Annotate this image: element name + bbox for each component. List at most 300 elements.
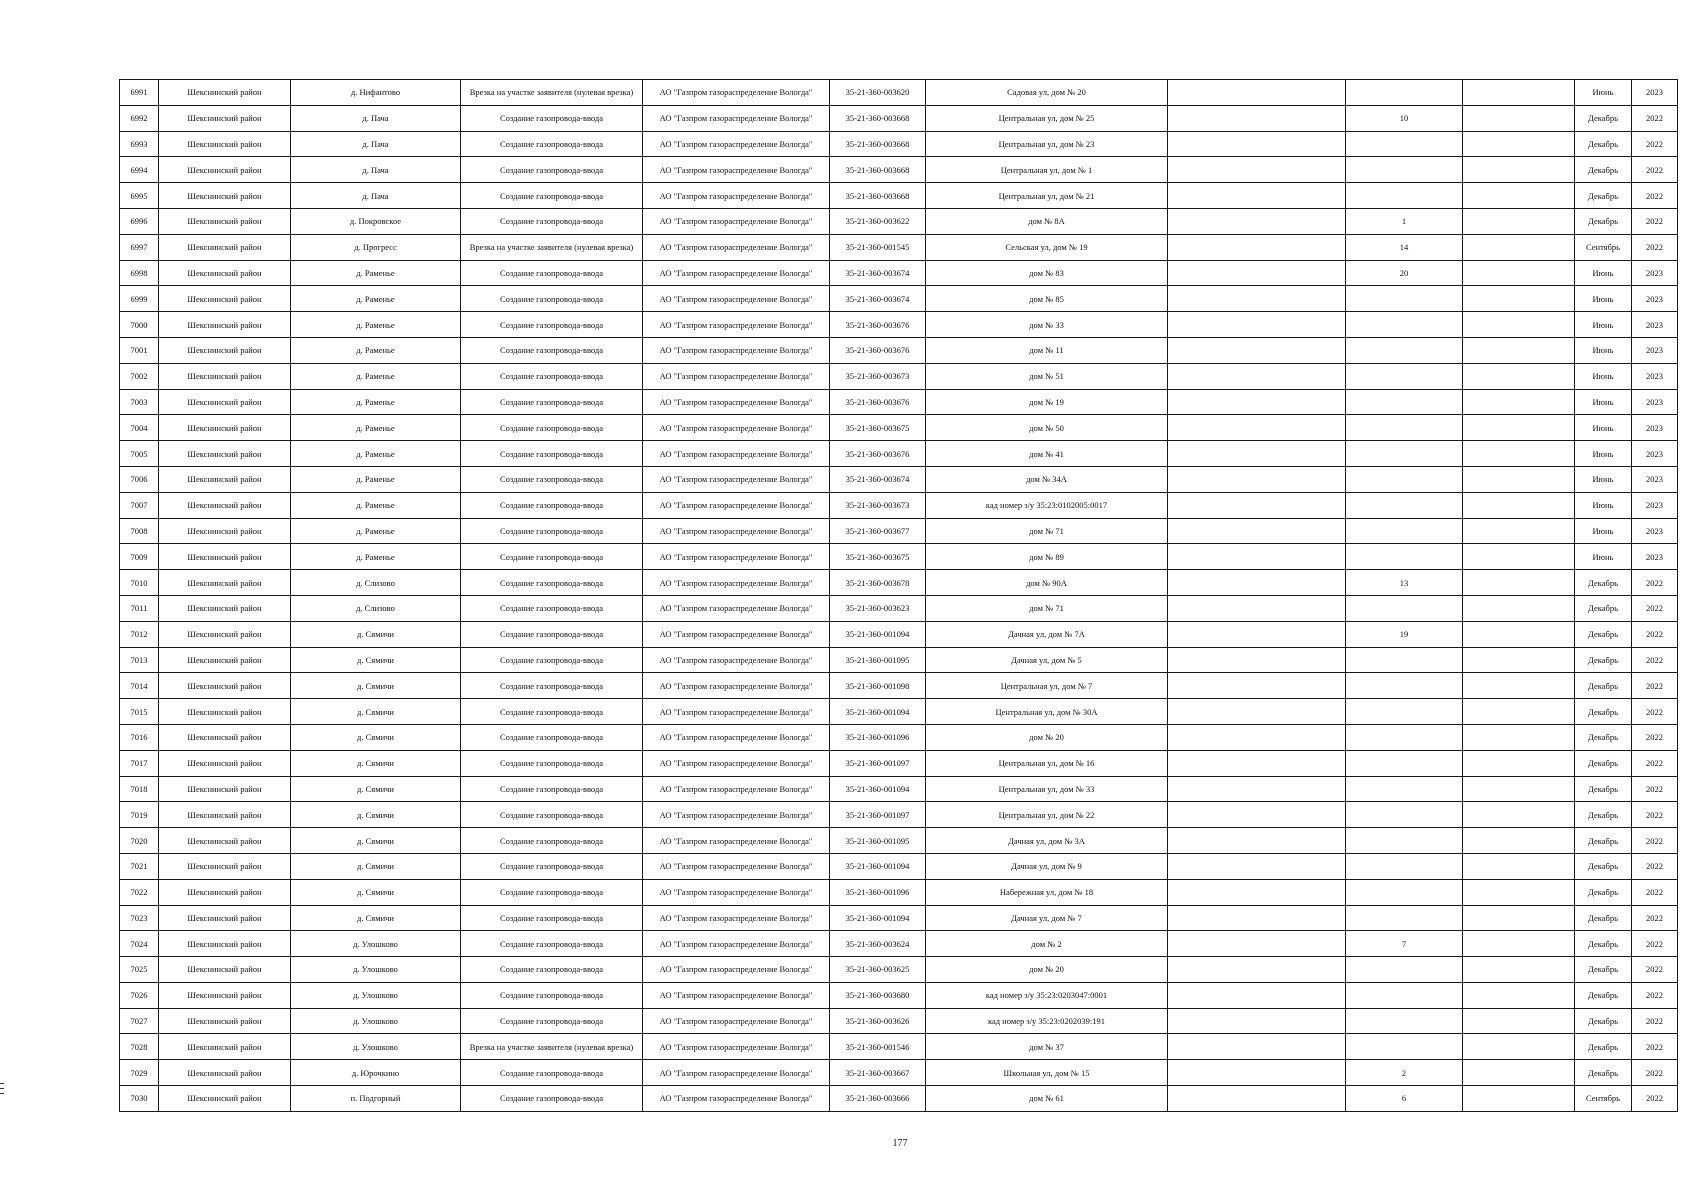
application-code-cell: 35-21-360-001094	[830, 699, 926, 725]
organization-cell: АО "Газпром газораспределение Вологда"	[643, 621, 830, 647]
district-cell: Шекснинский район	[159, 673, 291, 699]
table-row	[120, 570, 1678, 596]
table-row	[120, 802, 1678, 828]
year-cell: 2022	[1632, 621, 1678, 647]
locality-cell: д. Пача	[291, 157, 461, 183]
address-cell: Школьная ул, дом № 15	[926, 1060, 1168, 1086]
empty-cell	[1463, 595, 1575, 621]
empty-cell	[1168, 931, 1346, 957]
year-cell: 2022	[1632, 828, 1678, 854]
application-code-cell: 35-21-360-001545	[830, 234, 926, 260]
count-cell	[1346, 905, 1463, 931]
work-type-cell: Создание газопровода-ввода	[461, 492, 643, 518]
count-cell	[1346, 337, 1463, 363]
empty-cell	[1168, 544, 1346, 570]
empty-cell	[1463, 208, 1575, 234]
year-cell: 2022	[1632, 673, 1678, 699]
work-type-cell: Создание газопровода-ввода	[461, 828, 643, 854]
empty-cell	[1168, 905, 1346, 931]
organization-cell: АО "Газпром газораспределение Вологда"	[643, 1034, 830, 1060]
organization-cell: АО "Газпром газораспределение Вологда"	[643, 647, 830, 673]
organization-cell: АО "Газпром газораспределение Вологда"	[643, 80, 830, 106]
locality-cell: д. Слизово	[291, 570, 461, 596]
locality-cell: д. Сямичи	[291, 802, 461, 828]
address-cell: дом № 19	[926, 389, 1168, 415]
empty-cell	[1168, 337, 1346, 363]
year-cell: 2022	[1632, 570, 1678, 596]
address-cell: дом № 34А	[926, 466, 1168, 492]
locality-cell: д. Раменье	[291, 312, 461, 338]
district-cell: Шекснинский район	[159, 518, 291, 544]
work-type-cell: Создание газопровода-ввода	[461, 131, 643, 157]
count-cell	[1346, 647, 1463, 673]
table-row	[120, 441, 1678, 467]
row-number: 7004	[120, 415, 159, 441]
table-row	[120, 389, 1678, 415]
address-cell: Набережная ул, дом № 18	[926, 879, 1168, 905]
address-cell: Дачная ул, дом № 7А	[926, 621, 1168, 647]
empty-cell	[1463, 802, 1575, 828]
empty-cell	[1168, 982, 1346, 1008]
table-row	[120, 1034, 1678, 1060]
locality-cell: д. Сямичи	[291, 853, 461, 879]
work-type-cell: Создание газопровода-ввода	[461, 621, 643, 647]
application-code-cell: 35-21-360-001095	[830, 647, 926, 673]
row-number: 7029	[120, 1060, 159, 1086]
empty-cell	[1463, 492, 1575, 518]
district-cell: Шекснинский район	[159, 80, 291, 106]
work-type-cell: Создание газопровода-ввода	[461, 1008, 643, 1034]
address-cell: Центральная ул, дом № 1	[926, 157, 1168, 183]
empty-cell	[1463, 518, 1575, 544]
empty-cell	[1168, 389, 1346, 415]
table-row	[120, 234, 1678, 260]
row-number: 7001	[120, 337, 159, 363]
organization-cell: АО "Газпром газораспределение Вологда"	[643, 260, 830, 286]
month-cell: Декабрь	[1575, 776, 1632, 802]
organization-cell: АО "Газпром газораспределение Вологда"	[643, 931, 830, 957]
empty-cell	[1168, 1008, 1346, 1034]
application-code-cell: 35-21-360-003678	[830, 570, 926, 596]
table-row	[120, 673, 1678, 699]
count-cell	[1346, 724, 1463, 750]
locality-cell: д. Сямичи	[291, 647, 461, 673]
month-cell: Декабрь	[1575, 905, 1632, 931]
address-cell: Садовая ул, дом № 20	[926, 80, 1168, 106]
district-cell: Шекснинский район	[159, 389, 291, 415]
table-row	[120, 363, 1678, 389]
locality-cell: д. Юрочкино	[291, 1060, 461, 1086]
table-row	[120, 105, 1678, 131]
address-cell: Центральная ул, дом № 16	[926, 750, 1168, 776]
address-cell: Дачная ул, дом № 9	[926, 853, 1168, 879]
work-type-cell: Врезка на участке заявителя (нулевая врезка)	[461, 1034, 643, 1060]
district-cell: Шекснинский район	[159, 828, 291, 854]
district-cell: Шекснинский район	[159, 1060, 291, 1086]
district-cell: Шекснинский район	[159, 234, 291, 260]
count-cell	[1346, 853, 1463, 879]
work-type-cell: Создание газопровода-ввода	[461, 802, 643, 828]
row-number: 6998	[120, 260, 159, 286]
table-row	[120, 260, 1678, 286]
year-cell: 2022	[1632, 208, 1678, 234]
month-cell: Декабрь	[1575, 724, 1632, 750]
month-cell: Декабрь	[1575, 673, 1632, 699]
application-code-cell: 35-21-360-003668	[830, 131, 926, 157]
address-cell: кад номер з/у 35:23:0203047:0001	[926, 982, 1168, 1008]
count-cell	[1346, 157, 1463, 183]
year-cell: 2022	[1632, 595, 1678, 621]
row-number: 7030	[120, 1086, 159, 1112]
address-cell: дом № 33	[926, 312, 1168, 338]
locality-cell: д. Раменье	[291, 337, 461, 363]
year-cell: 2022	[1632, 234, 1678, 260]
application-code-cell: 35-21-360-003677	[830, 518, 926, 544]
year-cell: 2023	[1632, 337, 1678, 363]
table-row	[120, 621, 1678, 647]
month-cell: Декабрь	[1575, 595, 1632, 621]
year-cell: 2023	[1632, 312, 1678, 338]
row-number: 7019	[120, 802, 159, 828]
year-cell: 2023	[1632, 363, 1678, 389]
application-code-cell: 35-21-360-001094	[830, 621, 926, 647]
locality-cell: д. Улошково	[291, 1008, 461, 1034]
table-row	[120, 131, 1678, 157]
application-code-cell: 35-21-360-001097	[830, 750, 926, 776]
row-number: 7020	[120, 828, 159, 854]
year-cell: 2022	[1632, 905, 1678, 931]
application-code-cell: 35-21-360-003680	[830, 982, 926, 1008]
district-cell: Шекснинский район	[159, 931, 291, 957]
count-cell	[1346, 544, 1463, 570]
empty-cell	[1168, 853, 1346, 879]
empty-cell	[1463, 80, 1575, 106]
table-row	[120, 957, 1678, 983]
district-cell: Шекснинский район	[159, 105, 291, 131]
empty-cell	[1463, 363, 1575, 389]
organization-cell: АО "Газпром газораспределение Вологда"	[643, 466, 830, 492]
address-cell: дом № 90А	[926, 570, 1168, 596]
work-type-cell: Создание газопровода-ввода	[461, 105, 643, 131]
row-number: 6995	[120, 183, 159, 209]
count-cell: 14	[1346, 234, 1463, 260]
district-cell: Шекснинский район	[159, 647, 291, 673]
address-cell: дом № 20	[926, 957, 1168, 983]
row-number: 7005	[120, 441, 159, 467]
month-cell: Декабрь	[1575, 982, 1632, 1008]
table-row	[120, 157, 1678, 183]
application-code-cell: 35-21-360-003623	[830, 595, 926, 621]
count-cell	[1346, 1034, 1463, 1060]
application-code-cell: 35-21-360-001096	[830, 879, 926, 905]
empty-cell	[1463, 699, 1575, 725]
district-cell: Шекснинский район	[159, 724, 291, 750]
month-cell: Декабрь	[1575, 208, 1632, 234]
work-type-cell: Создание газопровода-ввода	[461, 518, 643, 544]
count-cell	[1346, 183, 1463, 209]
month-cell: Декабрь	[1575, 647, 1632, 673]
application-code-cell: 35-21-360-003667	[830, 1060, 926, 1086]
year-cell: 2023	[1632, 80, 1678, 106]
work-type-cell: Создание газопровода-ввода	[461, 595, 643, 621]
organization-cell: АО "Газпром газораспределение Вологда"	[643, 853, 830, 879]
empty-cell	[1463, 828, 1575, 854]
row-number: 7028	[120, 1034, 159, 1060]
empty-cell	[1463, 312, 1575, 338]
application-code-cell: 35-21-360-003626	[830, 1008, 926, 1034]
year-cell: 2022	[1632, 957, 1678, 983]
year-cell: 2022	[1632, 105, 1678, 131]
month-cell: Декабрь	[1575, 802, 1632, 828]
organization-cell: АО "Газпром газораспределение Вологда"	[643, 105, 830, 131]
year-cell: 2023	[1632, 544, 1678, 570]
empty-cell	[1463, 879, 1575, 905]
count-cell	[1346, 286, 1463, 312]
work-type-cell: Создание газопровода-ввода	[461, 441, 643, 467]
month-cell: Декабрь	[1575, 931, 1632, 957]
month-cell: Декабрь	[1575, 828, 1632, 854]
count-cell	[1346, 363, 1463, 389]
organization-cell: АО "Газпром газораспределение Вологда"	[643, 441, 830, 467]
table-row	[120, 183, 1678, 209]
year-cell: 2022	[1632, 802, 1678, 828]
organization-cell: АО "Газпром газораспределение Вологда"	[643, 776, 830, 802]
table-row	[120, 776, 1678, 802]
count-cell: 7	[1346, 931, 1463, 957]
empty-cell	[1168, 260, 1346, 286]
district-cell: Шекснинский район	[159, 131, 291, 157]
empty-cell	[1168, 750, 1346, 776]
year-cell: 2023	[1632, 518, 1678, 544]
locality-cell: д. Сямичи	[291, 621, 461, 647]
month-cell: Декабрь	[1575, 750, 1632, 776]
month-cell: Декабрь	[1575, 853, 1632, 879]
empty-cell	[1168, 647, 1346, 673]
application-code-cell: 35-21-360-001094	[830, 853, 926, 879]
year-cell: 2023	[1632, 389, 1678, 415]
row-number: 6991	[120, 80, 159, 106]
empty-cell	[1168, 621, 1346, 647]
district-cell: Шекснинский район	[159, 776, 291, 802]
row-number: 7009	[120, 544, 159, 570]
organization-cell: АО "Газпром газораспределение Вологда"	[643, 828, 830, 854]
address-cell: Центральная ул, дом № 22	[926, 802, 1168, 828]
address-cell: кад номер з/у 35:23:0202039:191	[926, 1008, 1168, 1034]
table-row	[120, 931, 1678, 957]
month-cell: Сентябрь	[1575, 234, 1632, 260]
work-type-cell: Создание газопровода-ввода	[461, 647, 643, 673]
year-cell: 2022	[1632, 131, 1678, 157]
locality-cell: д. Улошково	[291, 982, 461, 1008]
work-type-cell: Создание газопровода-ввода	[461, 157, 643, 183]
row-number: 6996	[120, 208, 159, 234]
empty-cell	[1463, 724, 1575, 750]
empty-cell	[1168, 363, 1346, 389]
work-type-cell: Создание газопровода-ввода	[461, 260, 643, 286]
count-cell	[1346, 415, 1463, 441]
empty-cell	[1463, 931, 1575, 957]
scan-edge-marks	[0, 1083, 4, 1098]
empty-cell	[1463, 389, 1575, 415]
application-code-cell: 35-21-360-001546	[830, 1034, 926, 1060]
locality-cell: д. Слизово	[291, 595, 461, 621]
row-number: 7003	[120, 389, 159, 415]
address-cell: дом № 51	[926, 363, 1168, 389]
work-type-cell: Создание газопровода-ввода	[461, 183, 643, 209]
empty-cell	[1463, 853, 1575, 879]
row-number: 7013	[120, 647, 159, 673]
year-cell: 2022	[1632, 1060, 1678, 1086]
empty-cell	[1168, 105, 1346, 131]
locality-cell: д. Пача	[291, 105, 461, 131]
count-cell	[1346, 441, 1463, 467]
empty-cell	[1168, 234, 1346, 260]
table-row	[120, 647, 1678, 673]
row-number: 6993	[120, 131, 159, 157]
address-cell: дом № 37	[926, 1034, 1168, 1060]
count-cell	[1346, 389, 1463, 415]
application-code-cell: 35-21-360-003676	[830, 389, 926, 415]
count-cell: 10	[1346, 105, 1463, 131]
month-cell: Июнь	[1575, 363, 1632, 389]
row-number: 7008	[120, 518, 159, 544]
locality-cell: д. Раменье	[291, 466, 461, 492]
empty-cell	[1168, 776, 1346, 802]
work-type-cell: Создание газопровода-ввода	[461, 776, 643, 802]
year-cell: 2022	[1632, 1008, 1678, 1034]
month-cell: Июнь	[1575, 544, 1632, 570]
locality-cell: д. Прогресс	[291, 234, 461, 260]
district-cell: Шекснинский район	[159, 286, 291, 312]
count-cell	[1346, 131, 1463, 157]
year-cell: 2022	[1632, 724, 1678, 750]
district-cell: Шекснинский район	[159, 466, 291, 492]
organization-cell: АО "Газпром газораспределение Вологда"	[643, 337, 830, 363]
address-cell: дом № 2	[926, 931, 1168, 957]
row-number: 7018	[120, 776, 159, 802]
address-cell: Центральная ул, дом № 23	[926, 131, 1168, 157]
month-cell: Сентябрь	[1575, 1086, 1632, 1112]
address-cell: дом № 71	[926, 595, 1168, 621]
year-cell: 2022	[1632, 776, 1678, 802]
work-type-cell: Создание газопровода-ввода	[461, 286, 643, 312]
organization-cell: АО "Газпром газораспределение Вологда"	[643, 957, 830, 983]
locality-cell: д. Сямичи	[291, 879, 461, 905]
empty-cell	[1168, 699, 1346, 725]
row-number: 7011	[120, 595, 159, 621]
table-row	[120, 312, 1678, 338]
empty-cell	[1168, 286, 1346, 312]
count-cell: 1	[1346, 208, 1463, 234]
work-type-cell: Создание газопровода-ввода	[461, 208, 643, 234]
organization-cell: АО "Газпром газораспределение Вологда"	[643, 208, 830, 234]
row-number: 7000	[120, 312, 159, 338]
count-cell	[1346, 1008, 1463, 1034]
count-cell: 2	[1346, 1060, 1463, 1086]
empty-cell	[1168, 492, 1346, 518]
district-cell: Шекснинский район	[159, 699, 291, 725]
work-type-cell: Создание газопровода-ввода	[461, 673, 643, 699]
empty-cell	[1168, 312, 1346, 338]
application-code-cell: 35-21-360-001095	[830, 828, 926, 854]
locality-cell: д. Сямичи	[291, 699, 461, 725]
empty-cell	[1463, 1060, 1575, 1086]
empty-cell	[1168, 673, 1346, 699]
count-cell	[1346, 802, 1463, 828]
month-cell: Декабрь	[1575, 1034, 1632, 1060]
locality-cell: д. Улошково	[291, 931, 461, 957]
empty-cell	[1463, 466, 1575, 492]
application-code-cell: 35-21-360-003673	[830, 363, 926, 389]
count-cell	[1346, 828, 1463, 854]
row-number: 6999	[120, 286, 159, 312]
district-cell: Шекснинский район	[159, 208, 291, 234]
row-number: 7025	[120, 957, 159, 983]
organization-cell: АО "Газпром газораспределение Вологда"	[643, 905, 830, 931]
application-code-cell: 35-21-360-003674	[830, 466, 926, 492]
table-row	[120, 595, 1678, 621]
table-row	[120, 905, 1678, 931]
row-number: 7014	[120, 673, 159, 699]
organization-cell: АО "Газпром газораспределение Вологда"	[643, 1086, 830, 1112]
address-cell: Центральная ул, дом № 33	[926, 776, 1168, 802]
month-cell: Декабрь	[1575, 1060, 1632, 1086]
year-cell: 2022	[1632, 750, 1678, 776]
table-row	[120, 286, 1678, 312]
locality-cell: д. Покровское	[291, 208, 461, 234]
row-number: 7026	[120, 982, 159, 1008]
organization-cell: АО "Газпром газораспределение Вологда"	[643, 286, 830, 312]
table-row	[120, 518, 1678, 544]
month-cell: Июнь	[1575, 80, 1632, 106]
locality-cell: д. Улошково	[291, 1034, 461, 1060]
district-cell: Шекснинский район	[159, 982, 291, 1008]
locality-cell: д. Сямичи	[291, 776, 461, 802]
empty-cell	[1168, 595, 1346, 621]
district-cell: Шекснинский район	[159, 1034, 291, 1060]
address-cell: дом № 41	[926, 441, 1168, 467]
row-number: 6992	[120, 105, 159, 131]
address-cell: Дачная ул, дом № 3А	[926, 828, 1168, 854]
application-code-cell: 35-21-360-003622	[830, 208, 926, 234]
organization-cell: АО "Газпром газораспределение Вологда"	[643, 595, 830, 621]
district-cell: Шекснинский район	[159, 415, 291, 441]
organization-cell: АО "Газпром газораспределение Вологда"	[643, 518, 830, 544]
empty-cell	[1463, 1008, 1575, 1034]
organization-cell: АО "Газпром газораспределение Вологда"	[643, 492, 830, 518]
address-cell: дом № 71	[926, 518, 1168, 544]
locality-cell: д. Пача	[291, 183, 461, 209]
count-cell	[1346, 982, 1463, 1008]
district-cell: Шекснинский район	[159, 363, 291, 389]
locality-cell: д. Раменье	[291, 260, 461, 286]
table-row	[120, 699, 1678, 725]
empty-cell	[1168, 957, 1346, 983]
row-number: 7023	[120, 905, 159, 931]
empty-cell	[1463, 570, 1575, 596]
work-type-cell: Создание газопровода-ввода	[461, 312, 643, 338]
work-type-cell: Создание газопровода-ввода	[461, 1060, 643, 1086]
count-cell	[1346, 595, 1463, 621]
empty-cell	[1463, 183, 1575, 209]
application-code-cell: 35-21-360-003624	[830, 931, 926, 957]
application-code-cell: 35-21-360-003668	[830, 157, 926, 183]
row-number: 7012	[120, 621, 159, 647]
district-cell: Шекснинский район	[159, 802, 291, 828]
work-type-cell: Создание газопровода-ввода	[461, 570, 643, 596]
organization-cell: АО "Газпром газораспределение Вологда"	[643, 1008, 830, 1034]
count-cell	[1346, 466, 1463, 492]
